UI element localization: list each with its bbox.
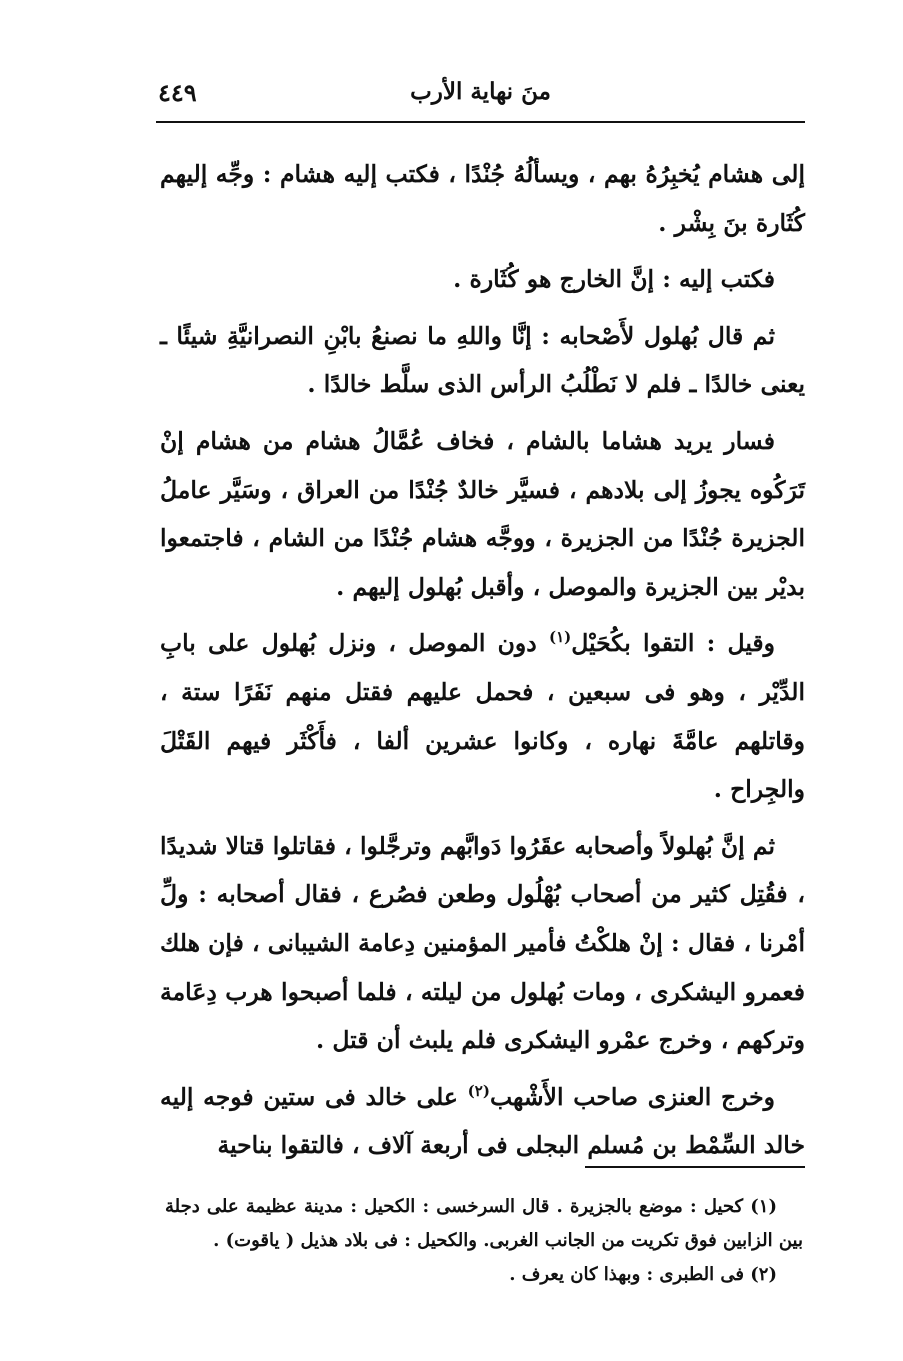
footnote-ref-1: (١) bbox=[548, 628, 572, 647]
footnote-ref-2: (٢) bbox=[467, 1081, 490, 1100]
paragraph-7 bbox=[160, 1073, 805, 1170]
paragraph-7-start: وخرج العنزى صاحب الأَشْهب bbox=[489, 1082, 776, 1111]
paragraph-1: إلى هشام يُخبِرُهُ بهم ، ويسألُهُ جُنْدًا ، فكتب إليه هشام : وجِّه إليهم كُثَارة بنَ بِشْر . bbox=[160, 160, 805, 237]
running-title: منَ نهاية الأرب bbox=[410, 78, 551, 105]
footnotes bbox=[165, 1190, 803, 1292]
paragraph-5 bbox=[160, 619, 805, 813]
paragraph-6: ثم إنَّ بُهلولاً وأصحابه عقَرُوا دَوابَّهم وترجَّلوا ، فقاتلوا قتالا شديدًا ، فقُتِل كثير من أصحاب بُهْلُول وطعن فصُرع ، فقال أصحابه : ولِّ أمْرنا ، فقال : إنْ هلكْتُ فأمير المؤمنين دِعامة الشيبانى ، فإن هلك فعمرو اليشكرى ، ومات بُهلول من ليلته ، فلما أصبحوا هرب دِعَامة وتركهم ، وخرج عمْرو اليشكرى فلم يلبث أن قتل . bbox=[160, 831, 805, 1055]
header-divider bbox=[156, 121, 805, 123]
paragraph-2: فكتب إليه : إنَّ الخارج هو كُثَارة . bbox=[453, 265, 775, 294]
main-text bbox=[160, 150, 805, 1170]
running-header bbox=[158, 78, 803, 118]
paragraph-4: فسار يريد هشاما بالشام ، فخاف عُمَّالُ هشام من هشام إنْ تَرَكُوه يجوزُ إلى بلادهم ، فسيَّر خالدٌ جُنْدًا من العراق ، وسَيَّر عاملُ الجزيرة جُنْدًا من الجزيرة ، ووجَّه هشام جُنْدًا من الشام ، فاجتمعوا بديْر بين الجزيرة والموصل ، وأقبل بُهلول إليهم . bbox=[160, 426, 805, 601]
paragraph-5-start: وقيل : التقوا بكُحَيْل bbox=[571, 629, 775, 658]
paragraph-3: ثم قال بُهلول لأَصْحابه : إنَّا واللهِ ما نصنعُ بابْنِ النصرانيَّةِ شيئًا ـ يعنى خالدًا ـ فلم لا نَطْلُبُ الرأس الذى سلَّط خالدًا . bbox=[160, 321, 805, 399]
paragraph-5-end: دون الموصل ، ونزل بُهلول على بابِ الدِّيْر ، وهو فى سبعين ، فحمل عليهم فقتل منهم نَفَرًا ستة ، وقاتلهم عامَّةَ نهاره ، وكانوا عشرين ألفا ، فأَكْثَر فيهم القَتْلَ والجِراح . bbox=[160, 629, 805, 804]
page-number: ٤٤٩ bbox=[158, 78, 197, 107]
footnote-divider bbox=[585, 1166, 805, 1168]
footnote-2: (٢) فى الطبرى : وبهذا كان يعرف . bbox=[509, 1264, 777, 1285]
footnote-1: (١) كحيل : موضع بالجزيرة . قال السرخسى : الكحيل : مدينة عظيمة على دجلة بين الزابين فوق تكريت من الجانب الغربى. والكحيل : فى بلاد هذيل ( ياقوت) . bbox=[165, 1196, 803, 1251]
paragraph-7-end: على خالد فى ستين فوجه إليه خالد السِّمْط بن مُسلم البجلى فى أربعة آلاف ، فالتقوا بناحية bbox=[160, 1082, 805, 1160]
